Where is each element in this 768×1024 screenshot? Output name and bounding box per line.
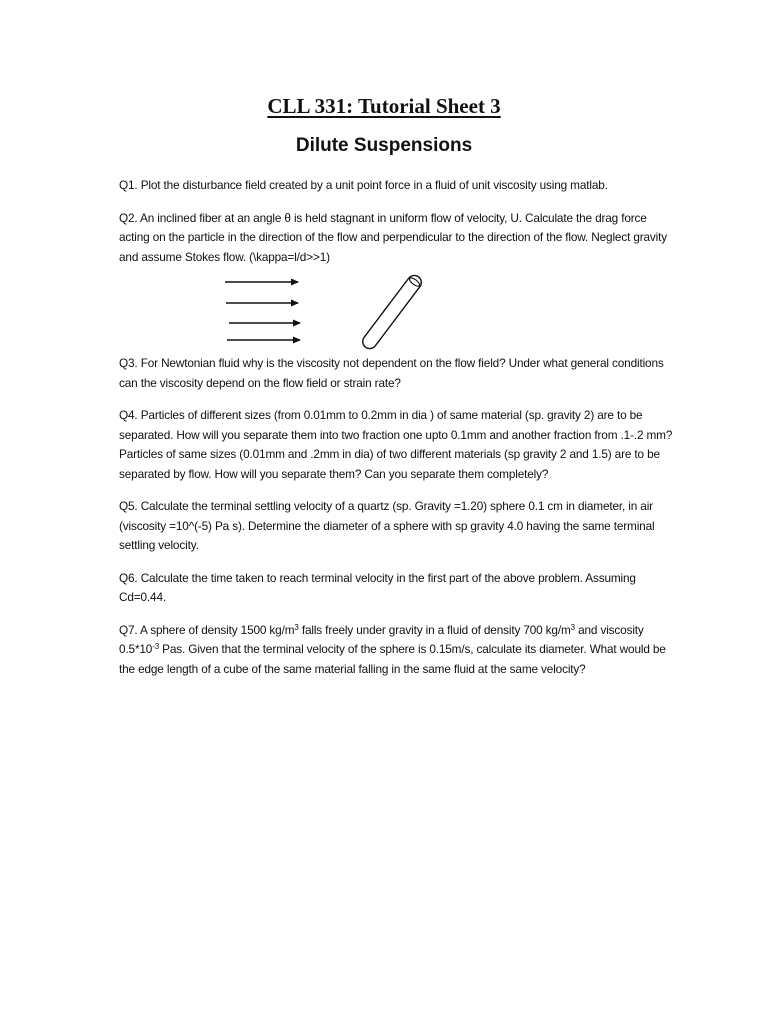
- q7-sup-3: -3: [152, 642, 160, 651]
- q7-text-4: Pas. Given that the terminal velocity of the sphere is 0.15m/s, calculate its diameter. What would be the edge length of a cube of the same material falling in the same fluid at the same velocity?: [119, 642, 666, 676]
- q7-sup-1: 3: [294, 622, 299, 632]
- question-list: [119, 176, 679, 692]
- fiber-flow-svg: [119, 272, 679, 352]
- q7-text-2: falls freely under gravity in a fluid of density 700 kg/m: [298, 622, 571, 637]
- document-subtitle: Dilute Suspensions: [295, 135, 473, 156]
- question-4: Q4. Particles of different sizes (from 0.01mm to 0.2mm in dia ) of same material (sp. gravity 2) are to be separated. How will you separate them into two fraction one upto 0.1mm and another fraction from .1-.2 mm? Particles of same sizes (0.01mm and .2mm in dia) of two different materials (sp gravity 2 and 1.5) are to be separated by flow. How will you separate them? Can you separate them completely?: [119, 408, 673, 481]
- question-6: Q6. Calculate the time taken to reach terminal velocity in the first part of the above problem. Assuming Cd=0.44.: [119, 570, 636, 604]
- q7-sup-2: 3: [570, 622, 575, 632]
- question-5: Q5. Calculate the terminal settling velocity of a quartz (sp. Gravity =1.20) sphere 0.1 cm in diameter, in air (viscosity =10^(-5) Pa s). Determine the diameter of a sphere with sp gravity 4.0 having the same terminal settling velocity.: [119, 499, 655, 552]
- q7-text-3: and viscosity 0.5*10: [119, 622, 644, 656]
- question-2: Q2. An inclined fiber at an angle θ is held stagnant in uniform flow of velocity, U. Calculate the drag force acting on the particle in the direction of the flow and perpendicular to the direction of the flow. Neglect gravity and assume Stokes flow. (\kappa=l/d>>1): [119, 210, 668, 264]
- question-3: Q3. For Newtonian fluid why is the viscosity not dependent on the flow field? Under what general conditions can the viscosity depend on the flow field or strain rate?: [119, 356, 664, 390]
- question-7: [119, 621, 679, 680]
- fiber-flow-diagram: [119, 272, 679, 352]
- question-1: Q1. Plot the disturbance field created by a unit point force in a fluid of unit viscosity using matlab.: [119, 178, 608, 192]
- document-title: CLL 331: Tutorial Sheet 3: [267, 94, 501, 118]
- inclined-fiber: [360, 273, 424, 352]
- q7-text-1: Q7. A sphere of density 1500 kg/m: [119, 622, 295, 637]
